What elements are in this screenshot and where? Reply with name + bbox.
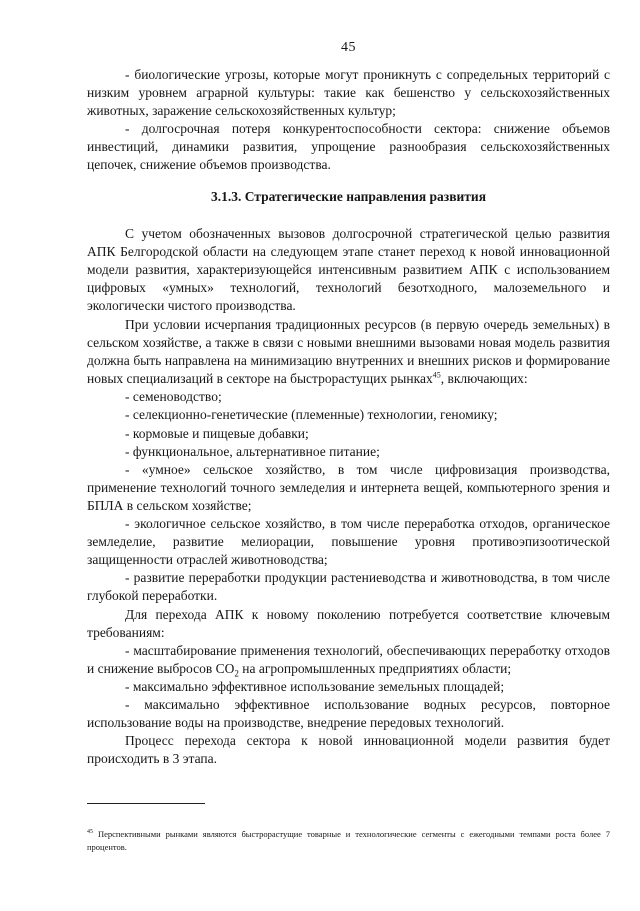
requirement-text: - масштабирование применения технологий, обеспечивающих переработку отходов и снижение выбросов CO xyxy=(87,642,610,676)
list-item: - максимально эффективное использование водных ресурсов, повторное использование воды на производстве, внедрение передовых технологий. xyxy=(87,696,610,731)
list-item: - семеноводство; xyxy=(125,389,222,405)
closing-paragraph: Процесс перехода сектора к новой инновационной модели развития будет происходить в 3 этапа. xyxy=(87,733,610,767)
condition-paragraph xyxy=(87,316,610,388)
footnote-text: Перспективными рынками являются быстрорастущие товарные и технологические сегменты с ежегодными темпами роста более 7 процентов. xyxy=(87,829,610,852)
page-number: 45 xyxy=(341,40,356,55)
footnote xyxy=(87,828,610,854)
list-item: - максимально эффективное использование земельных площадей; xyxy=(125,678,505,694)
section-heading: 3.1.3. Стратегические направления развития xyxy=(210,189,486,204)
requirement-text-tail: на агропромышленных предприятиях области; xyxy=(238,660,512,676)
transition-paragraph: Для перехода АПК к новому поколению потребуется соответствие ключевым требованиям: xyxy=(87,606,610,640)
document-page xyxy=(87,0,610,911)
list-item: - селекционно-генетические (племенные) технологии, геномику; xyxy=(125,407,498,423)
intro-paragraph: С учетом обозначенных вызовов долгосрочной стратегической целью развития АПК Белгородской области на следующем этапе станет переход к новой инновационной модели развития, характеризующейся интенсивным развитием АПК с использованием цифровых «умных» технологий, технологий безотходного, малоземельного и экологически чистого производства. xyxy=(87,226,610,314)
top-paragraphs xyxy=(87,66,610,175)
footnote-marker: 45 xyxy=(87,829,93,836)
list-item: - биологические угрозы, которые могут проникнуть с сопредельных территорий с низким уровнем аграрной культуры: такие как бешенство у сельскохозяйственных животных, заражение сельскохозяйственных культур; xyxy=(87,67,610,119)
list-item: - экологичное сельское хозяйство, в том числе переработка отходов, органическое земледелие, развитие мелиорации, повышение уровня противоэпизоотической защищенности отраслей животноводства; xyxy=(87,516,610,568)
footnote-reference: 45 xyxy=(432,370,441,380)
list-item: - долгосрочная потеря конкурентоспособности сектора: снижение объемов инвестиций, динамики развития, упрощение разнообразия сельскохозяйственных цепочек, снижение объемов производства. xyxy=(87,121,610,173)
list-item: - «умное» сельское хозяйство, в том числе цифровизация производства, применение технологий точного земледелия и интернета вещей, компьютерного зрения и БПЛА в сельском хозяйстве; xyxy=(87,461,610,513)
condition-tail: , включающих: xyxy=(440,371,528,387)
footnote-divider xyxy=(87,803,205,804)
list-item: - кормовые и пищевые добавки; xyxy=(125,425,309,441)
list-item: - функциональное, альтернативное питание; xyxy=(125,443,380,459)
co2-subscript: 2 xyxy=(234,668,239,679)
condition-text: При условии исчерпания традиционных ресурсов (в первую очередь земельных) в сельском хозяйстве, а также в связи с новыми внешними вызовами новая модель развития должна быть направлена на минимизацию внутренних и внешних рисков и формирование новых специализаций в секторе на быстрорастущих рынках xyxy=(87,317,610,387)
list-item: - развитие переработки продукции растениеводства и животноводства, в том числе глубокой переработки. xyxy=(87,570,610,604)
specializations-block xyxy=(87,316,610,768)
requirement-scaling xyxy=(87,642,610,678)
